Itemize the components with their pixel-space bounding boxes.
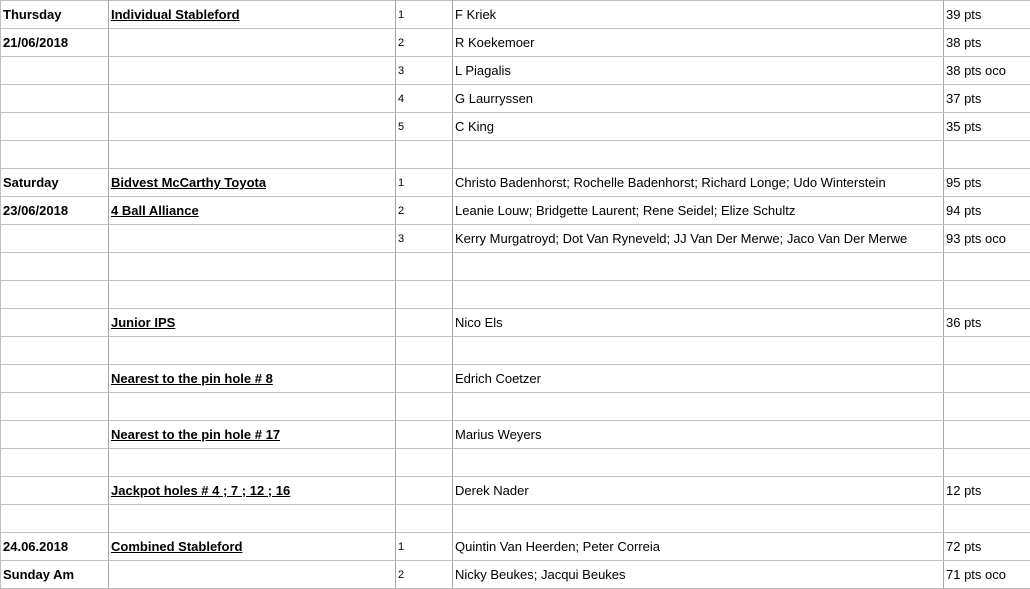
- table-row: [1, 1, 1030, 29]
- player-name-cell[interactable]: [453, 337, 944, 365]
- table-row: [1, 113, 1030, 141]
- day-cell[interactable]: [1, 337, 109, 365]
- day-cell[interactable]: 24.06.2018: [1, 533, 109, 561]
- position-cell[interactable]: 1: [396, 169, 453, 197]
- event-cell[interactable]: [109, 29, 396, 57]
- table-row: [1, 29, 1030, 57]
- score-cell[interactable]: [944, 505, 1030, 533]
- score-cell[interactable]: [944, 393, 1030, 421]
- position-cell[interactable]: 2: [396, 561, 453, 589]
- day-cell[interactable]: [1, 477, 109, 505]
- position-cell[interactable]: [396, 449, 453, 477]
- position-cell[interactable]: 1: [396, 533, 453, 561]
- event-cell[interactable]: [109, 225, 396, 253]
- player-name-cell[interactable]: G Laurryssen: [453, 85, 944, 113]
- day-cell[interactable]: [1, 393, 109, 421]
- results-table-body: [1, 1, 1030, 589]
- player-name-cell[interactable]: Derek Nader: [453, 477, 944, 505]
- table-row: [1, 225, 1030, 253]
- position-cell[interactable]: 2: [396, 29, 453, 57]
- day-cell[interactable]: [1, 281, 109, 309]
- position-cell[interactable]: [396, 421, 453, 449]
- table-row: [1, 197, 1030, 225]
- event-cell[interactable]: Jackpot holes # 4 ; 7 ; 12 ; 16: [109, 477, 396, 505]
- table-row: [1, 169, 1030, 197]
- table-row: [1, 85, 1030, 113]
- position-cell[interactable]: 4: [396, 85, 453, 113]
- player-name-cell[interactable]: [453, 281, 944, 309]
- day-cell[interactable]: 21/06/2018: [1, 29, 109, 57]
- day-cell[interactable]: [1, 449, 109, 477]
- table-row: [1, 281, 1030, 309]
- position-cell[interactable]: [396, 393, 453, 421]
- event-cell[interactable]: Individual Stableford: [109, 1, 396, 29]
- position-cell[interactable]: [396, 309, 453, 337]
- table-row: [1, 309, 1030, 337]
- event-cell[interactable]: Nearest to the pin hole # 17: [109, 421, 396, 449]
- day-cell[interactable]: [1, 309, 109, 337]
- event-cell[interactable]: Combined Stableford: [109, 533, 396, 561]
- table-row: [1, 337, 1030, 365]
- table-row: [1, 365, 1030, 393]
- score-cell[interactable]: [944, 449, 1030, 477]
- day-cell[interactable]: [1, 113, 109, 141]
- event-cell[interactable]: Junior IPS: [109, 309, 396, 337]
- day-cell[interactable]: Thursday: [1, 1, 109, 29]
- player-name-cell[interactable]: C King: [453, 113, 944, 141]
- day-cell[interactable]: [1, 421, 109, 449]
- day-cell[interactable]: [1, 505, 109, 533]
- score-cell[interactable]: 95 pts: [944, 169, 1030, 197]
- position-cell[interactable]: [396, 281, 453, 309]
- score-cell[interactable]: 38 pts: [944, 29, 1030, 57]
- event-cell[interactable]: [109, 281, 396, 309]
- position-cell[interactable]: 2: [396, 197, 453, 225]
- score-cell[interactable]: 35 pts: [944, 113, 1030, 141]
- event-cell[interactable]: [109, 253, 396, 281]
- position-cell[interactable]: [396, 337, 453, 365]
- player-name-cell[interactable]: Leanie Louw; Bridgette Laurent; Rene Seidel; Elize Schultz: [453, 197, 944, 225]
- table-row: [1, 57, 1030, 85]
- table-row: [1, 477, 1030, 505]
- score-cell[interactable]: 39 pts: [944, 1, 1030, 29]
- table-row: [1, 421, 1030, 449]
- score-cell[interactable]: 38 pts oco: [944, 57, 1030, 85]
- score-cell[interactable]: 37 pts: [944, 85, 1030, 113]
- score-cell[interactable]: 71 pts oco: [944, 561, 1030, 589]
- table-row: [1, 505, 1030, 533]
- table-row: [1, 253, 1030, 281]
- day-cell[interactable]: [1, 57, 109, 85]
- table-row: [1, 141, 1030, 169]
- day-cell[interactable]: Saturday: [1, 169, 109, 197]
- day-cell[interactable]: [1, 253, 109, 281]
- player-name-cell[interactable]: [453, 141, 944, 169]
- player-name-cell[interactable]: Nicky Beukes; Jacqui Beukes: [453, 561, 944, 589]
- event-cell[interactable]: Bidvest McCarthy Toyota: [109, 169, 396, 197]
- player-name-cell[interactable]: R Koekemoer: [453, 29, 944, 57]
- score-cell[interactable]: [944, 281, 1030, 309]
- player-name-cell[interactable]: L Piagalis: [453, 57, 944, 85]
- day-cell[interactable]: [1, 225, 109, 253]
- event-cell[interactable]: [109, 393, 396, 421]
- event-cell[interactable]: 4 Ball Alliance: [109, 197, 396, 225]
- position-cell[interactable]: [396, 253, 453, 281]
- event-cell[interactable]: [109, 141, 396, 169]
- table-row: [1, 449, 1030, 477]
- player-name-cell[interactable]: F Kriek: [453, 1, 944, 29]
- event-cell[interactable]: [109, 505, 396, 533]
- player-name-cell[interactable]: [453, 449, 944, 477]
- table-row: [1, 561, 1030, 589]
- score-cell[interactable]: [944, 421, 1030, 449]
- position-cell[interactable]: [396, 365, 453, 393]
- score-cell[interactable]: 36 pts: [944, 309, 1030, 337]
- day-cell[interactable]: [1, 85, 109, 113]
- position-cell[interactable]: [396, 477, 453, 505]
- score-cell[interactable]: 93 pts oco: [944, 225, 1030, 253]
- position-cell[interactable]: 5: [396, 113, 453, 141]
- position-cell[interactable]: [396, 505, 453, 533]
- position-cell[interactable]: 3: [396, 225, 453, 253]
- score-cell[interactable]: 72 pts: [944, 533, 1030, 561]
- player-name-cell[interactable]: Quintin Van Heerden; Peter Correia: [453, 533, 944, 561]
- day-cell[interactable]: [1, 365, 109, 393]
- score-cell[interactable]: [944, 337, 1030, 365]
- event-cell[interactable]: Nearest to the pin hole # 8: [109, 365, 396, 393]
- event-cell[interactable]: [109, 337, 396, 365]
- player-name-cell[interactable]: [453, 393, 944, 421]
- event-cell[interactable]: [109, 561, 396, 589]
- player-name-cell[interactable]: Edrich Coetzer: [453, 365, 944, 393]
- day-cell[interactable]: [1, 141, 109, 169]
- day-cell[interactable]: 23/06/2018: [1, 197, 109, 225]
- player-name-cell[interactable]: Nico Els: [453, 309, 944, 337]
- event-cell[interactable]: [109, 449, 396, 477]
- player-name-cell[interactable]: Marius Weyers: [453, 421, 944, 449]
- score-cell[interactable]: 94 pts: [944, 197, 1030, 225]
- position-cell[interactable]: 3: [396, 57, 453, 85]
- event-cell[interactable]: [109, 85, 396, 113]
- event-cell[interactable]: [109, 57, 396, 85]
- player-name-cell[interactable]: Christo Badenhorst; Rochelle Badenhorst; Richard Longe; Udo Winterstein: [453, 169, 944, 197]
- position-cell[interactable]: 1: [396, 1, 453, 29]
- score-cell[interactable]: [944, 141, 1030, 169]
- score-cell[interactable]: 12 pts: [944, 477, 1030, 505]
- player-name-cell[interactable]: [453, 505, 944, 533]
- player-name-cell[interactable]: Kerry Murgatroyd; Dot Van Ryneveld; JJ Van Der Merwe; Jaco Van Der Merwe: [453, 225, 944, 253]
- table-row: [1, 393, 1030, 421]
- table-row: [1, 533, 1030, 561]
- day-cell[interactable]: Sunday Am: [1, 561, 109, 589]
- position-cell[interactable]: [396, 141, 453, 169]
- score-cell[interactable]: [944, 253, 1030, 281]
- score-cell[interactable]: [944, 365, 1030, 393]
- event-cell[interactable]: [109, 113, 396, 141]
- player-name-cell[interactable]: [453, 253, 944, 281]
